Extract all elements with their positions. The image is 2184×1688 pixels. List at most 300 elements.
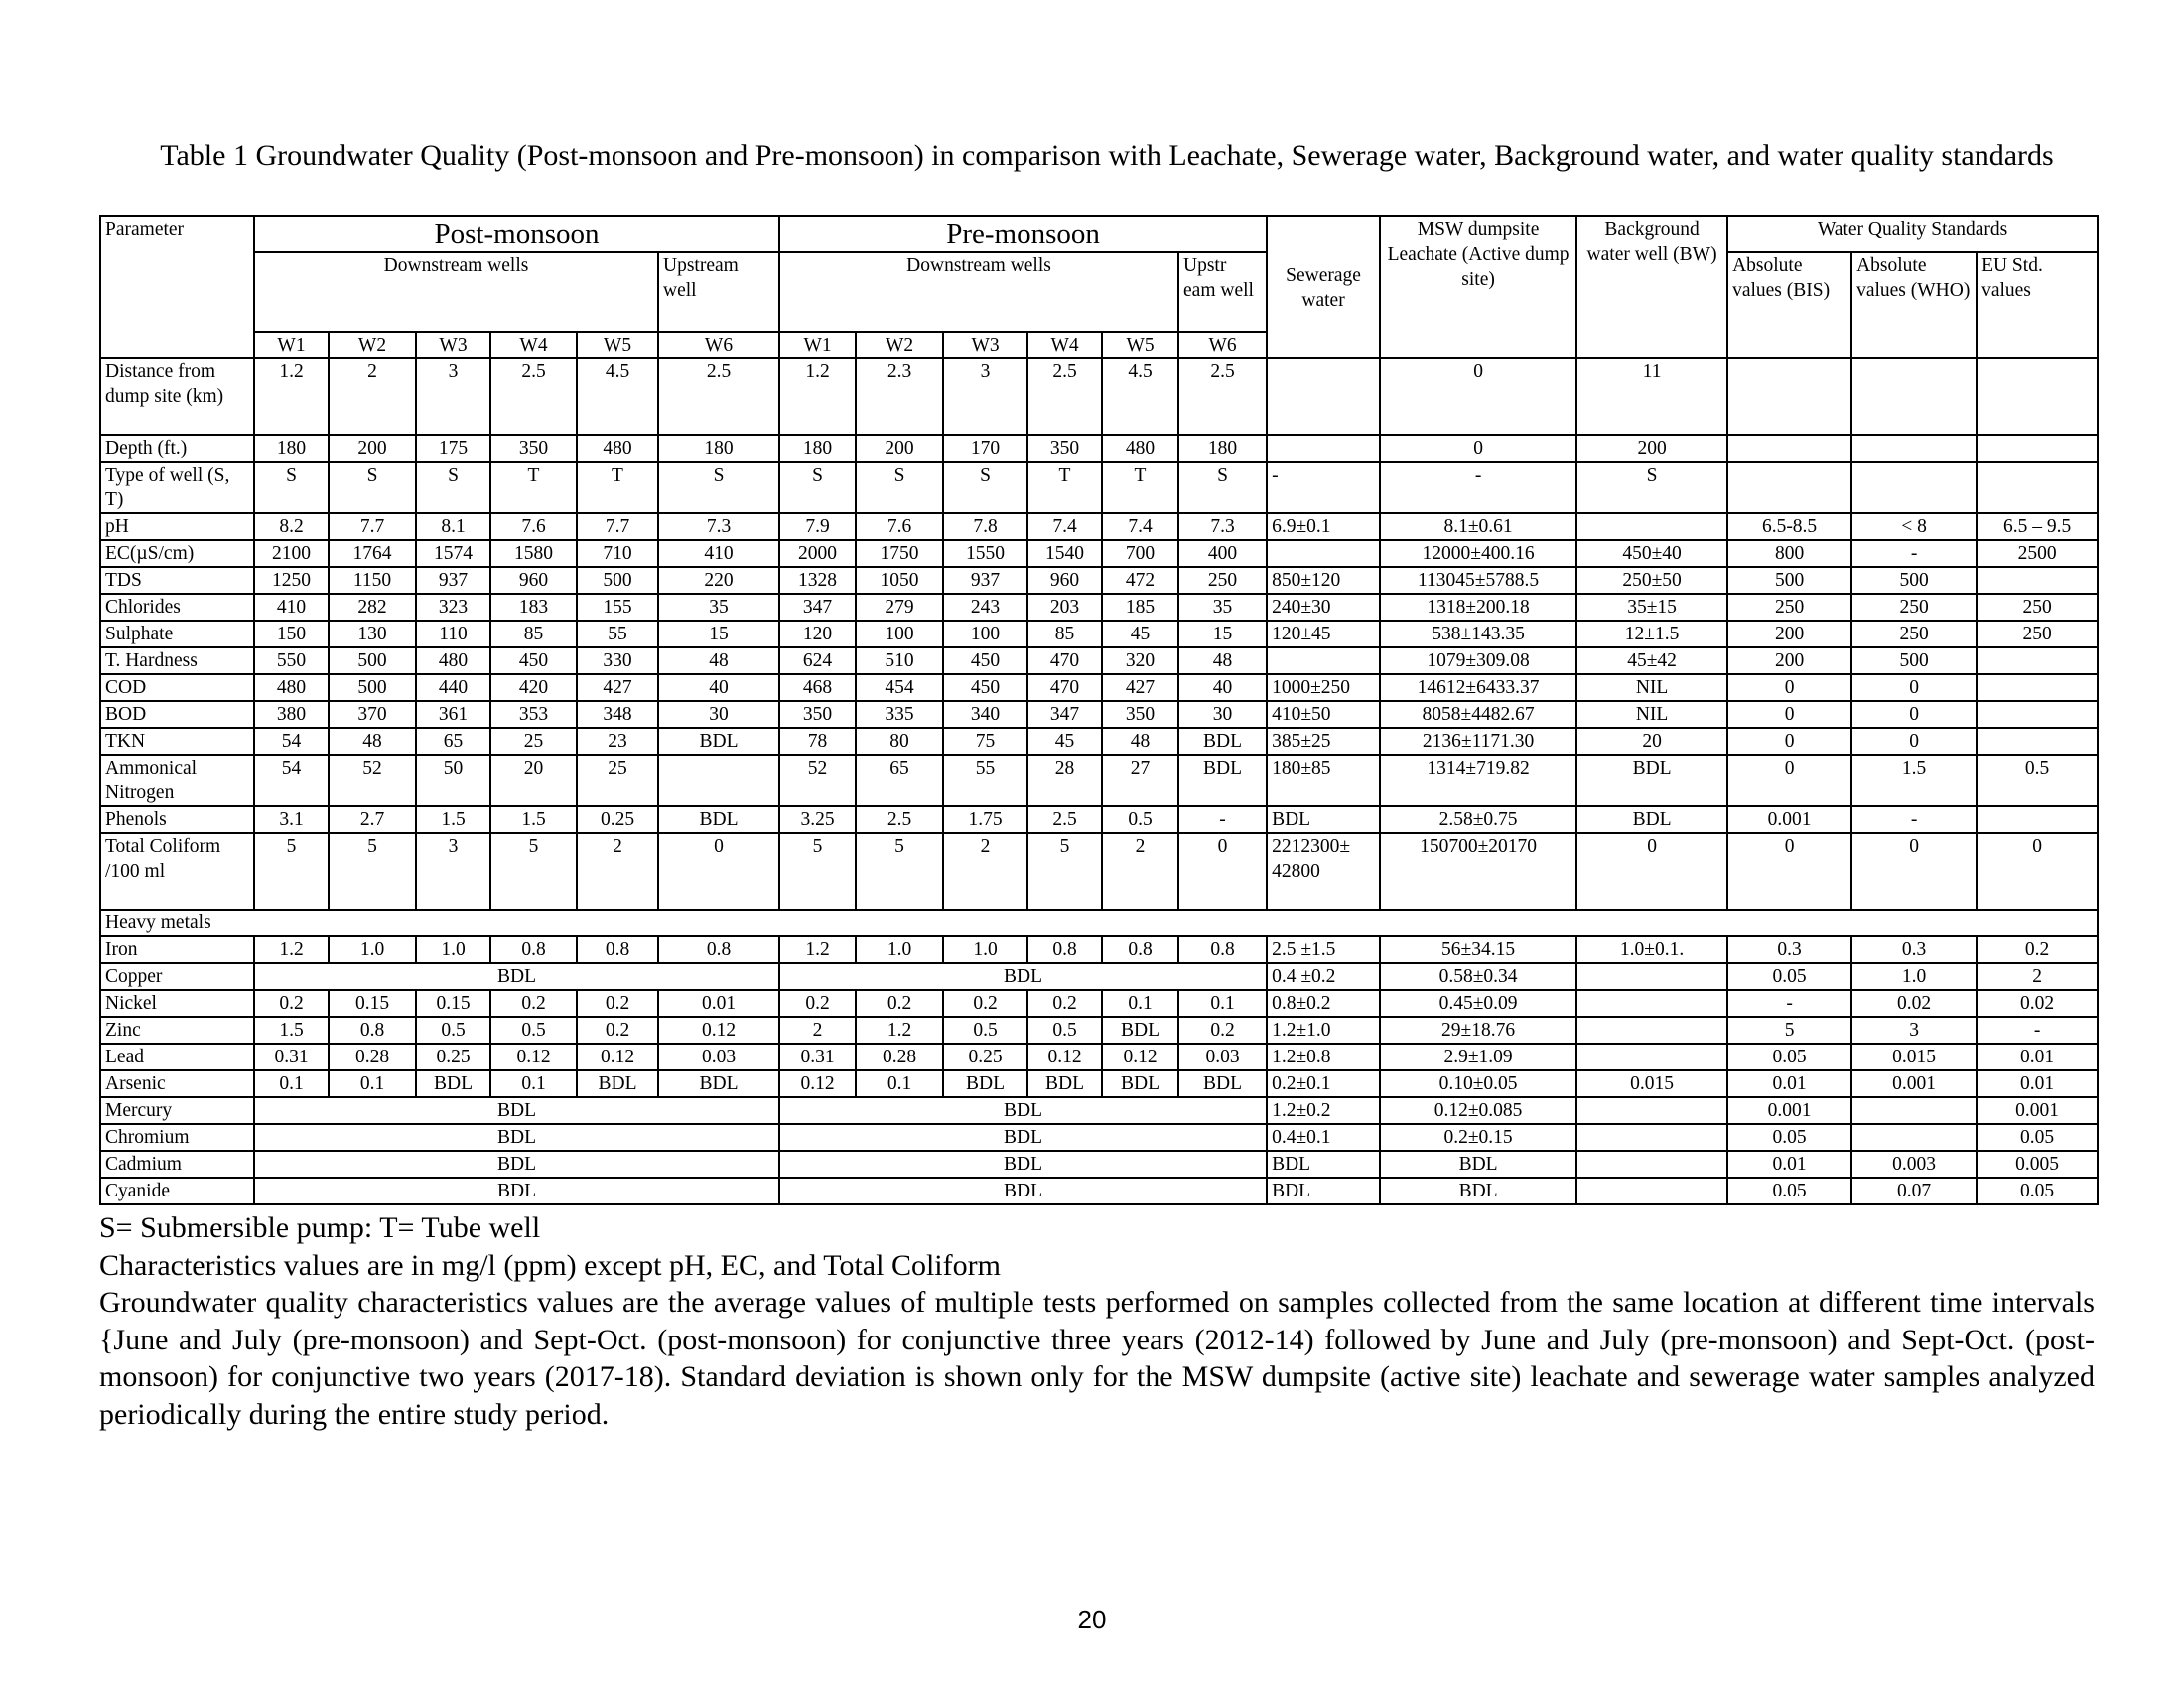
value-cell: 450±40 (1576, 540, 1727, 567)
value-cell: 130 (329, 621, 416, 647)
value-cell: 0.2 (1027, 990, 1102, 1017)
value-cell: 250 (1977, 621, 2098, 647)
value-cell: 1000±250 (1267, 674, 1380, 701)
value-cell: 0.8 (1027, 936, 1102, 963)
value-cell: 3.1 (254, 806, 329, 833)
value-cell: 1318±200.18 (1380, 594, 1576, 621)
value-cell: 0.8 (577, 936, 658, 963)
table-notes (99, 1209, 2095, 1433)
value-cell (1576, 963, 1727, 990)
value-cell: 150 (254, 621, 329, 647)
table-row (100, 990, 2098, 1017)
post-downstream-header: Downstream wells (254, 252, 658, 332)
value-cell: 0 (1727, 833, 1851, 910)
value-cell: 200 (329, 435, 416, 462)
value-cell: 2212300± 42800 (1267, 833, 1380, 910)
value-cell: S (856, 462, 943, 513)
value-cell: 100 (943, 621, 1027, 647)
value-cell: 800 (1727, 540, 1851, 567)
well-header-w6: W6 (658, 332, 779, 358)
value-cell: 200 (1576, 435, 1727, 462)
parameter-header: Parameter (100, 216, 254, 358)
value-cell: 0.02 (1851, 990, 1977, 1017)
value-cell (1576, 513, 1727, 540)
value-cell: 370 (329, 701, 416, 728)
parameter-name: EC(µS/cm) (100, 540, 254, 567)
value-cell: 52 (329, 755, 416, 806)
value-cell: 55 (577, 621, 658, 647)
value-cell: 20 (490, 755, 577, 806)
value-cell: BDL (1267, 806, 1380, 833)
value-cell: NIL (1576, 701, 1727, 728)
value-cell: 350 (1102, 701, 1178, 728)
value-cell: 0 (1727, 728, 1851, 755)
value-cell: 200 (1727, 621, 1851, 647)
value-cell: 348 (577, 701, 658, 728)
well-header-w5: W5 (1102, 332, 1178, 358)
value-cell: 0.1 (1178, 990, 1267, 1017)
value-cell: 52 (779, 755, 856, 806)
value-cell: 0.001 (1977, 1097, 2098, 1124)
value-cell: - (1267, 462, 1380, 513)
value-cell: 624 (779, 647, 856, 674)
value-cell: 250 (1727, 594, 1851, 621)
value-cell: 3 (416, 833, 490, 910)
value-cell: S (329, 462, 416, 513)
value-cell: 1750 (856, 540, 943, 567)
value-cell: - (1851, 540, 1977, 567)
value-cell (658, 755, 779, 806)
value-cell: S (254, 462, 329, 513)
value-cell: 1150 (329, 567, 416, 594)
value-cell: 2.58±0.75 (1380, 806, 1576, 833)
value-cell: 35 (658, 594, 779, 621)
value-cell: 120±45 (1267, 621, 1380, 647)
post-upstream-header: Upstream well (658, 252, 779, 332)
groundwater-quality-table (99, 215, 2099, 1205)
parameter-name: Lead (100, 1044, 254, 1070)
value-cell: 30 (658, 701, 779, 728)
value-cell: 347 (1027, 701, 1102, 728)
value-cell: 0 (1977, 833, 2098, 910)
value-cell (1977, 567, 2098, 594)
table-row (100, 513, 2098, 540)
value-cell: 0 (1178, 833, 1267, 910)
value-cell: 0.2 (1178, 1017, 1267, 1044)
value-cell: 0.5 (1102, 806, 1178, 833)
post-monsoon-merged-value: BDL (254, 1124, 779, 1151)
value-cell: 0.5 (1027, 1017, 1102, 1044)
value-cell: 180 (254, 435, 329, 462)
table-row (100, 1124, 2098, 1151)
value-cell: 0.1 (1102, 990, 1178, 1017)
value-cell (1267, 358, 1380, 435)
value-cell: 45 (1102, 621, 1178, 647)
value-cell: 0.8±0.2 (1267, 990, 1380, 1017)
value-cell: 2 (943, 833, 1027, 910)
value-cell: 0 (1851, 728, 1977, 755)
value-cell: 2 (329, 358, 416, 435)
value-cell: 279 (856, 594, 943, 621)
parameter-name: Mercury (100, 1097, 254, 1124)
value-cell: 25 (490, 728, 577, 755)
well-header-w2: W2 (856, 332, 943, 358)
value-cell: 1.0 (1851, 963, 1977, 990)
value-cell: 220 (658, 567, 779, 594)
table-row (100, 647, 2098, 674)
parameter-name: Total Coliform /100 ml (100, 833, 254, 910)
note-well-type: S= Submersible pump: T= Tube well (99, 1211, 541, 1244)
value-cell: 185 (1102, 594, 1178, 621)
value-cell: BDL (1178, 755, 1267, 806)
value-cell: 2.5 (1027, 358, 1102, 435)
post-monsoon-merged-value: BDL (254, 1097, 779, 1124)
value-cell: S (416, 462, 490, 513)
value-cell: 0.01 (1977, 1070, 2098, 1097)
table-row (100, 1178, 2098, 1204)
value-cell (1977, 462, 2098, 513)
value-cell: 56±34.15 (1380, 936, 1576, 963)
value-cell: 350 (1027, 435, 1102, 462)
value-cell: NIL (1576, 674, 1727, 701)
value-cell: 2.5 (490, 358, 577, 435)
value-cell: 1.5 (1851, 755, 1977, 806)
value-cell: 0.02 (1977, 990, 2098, 1017)
table-row (100, 936, 2098, 963)
parameter-name: Zinc (100, 1017, 254, 1044)
value-cell: 7.4 (1102, 513, 1178, 540)
table-row (100, 1097, 2098, 1124)
value-cell: 5 (856, 833, 943, 910)
value-cell: 55 (943, 755, 1027, 806)
value-cell: 1.5 (254, 1017, 329, 1044)
value-cell: 1540 (1027, 540, 1102, 567)
value-cell: 0.2 (943, 990, 1027, 1017)
value-cell (1727, 358, 1851, 435)
value-cell: 1.0 (329, 936, 416, 963)
parameter-name: Type of well (S, T) (100, 462, 254, 513)
value-cell: 65 (416, 728, 490, 755)
well-header-w1: W1 (254, 332, 329, 358)
value-cell: S (779, 462, 856, 513)
table-row (100, 1017, 2098, 1044)
value-cell: 0.2 (577, 990, 658, 1017)
value-cell: 2136±1171.30 (1380, 728, 1576, 755)
value-cell: 353 (490, 701, 577, 728)
value-cell: 1328 (779, 567, 856, 594)
value-cell: 250±50 (1576, 567, 1727, 594)
value-cell: 410 (254, 594, 329, 621)
value-cell: 65 (856, 755, 943, 806)
value-cell (1576, 1124, 1727, 1151)
value-cell: 410±50 (1267, 701, 1380, 728)
value-cell: 0 (658, 833, 779, 910)
value-cell: 5 (254, 833, 329, 910)
value-cell: 0.01 (658, 990, 779, 1017)
value-cell: 0 (1380, 435, 1576, 462)
value-cell: S (1178, 462, 1267, 513)
value-cell: 2.9±1.09 (1380, 1044, 1576, 1070)
value-cell: 7.6 (490, 513, 577, 540)
standards-header: Water Quality Standards (1727, 216, 2098, 252)
value-cell: 48 (1178, 647, 1267, 674)
value-cell: 8.2 (254, 513, 329, 540)
value-cell: 0.2 (856, 990, 943, 1017)
value-cell: 2 (779, 1017, 856, 1044)
value-cell: 12±1.5 (1576, 621, 1727, 647)
parameter-name: pH (100, 513, 254, 540)
value-cell: 330 (577, 647, 658, 674)
value-cell: 75 (943, 728, 1027, 755)
value-cell: 0.15 (416, 990, 490, 1017)
value-cell: 0 (1851, 833, 1977, 910)
value-cell: 250 (1178, 567, 1267, 594)
value-cell: 48 (1102, 728, 1178, 755)
value-cell: 0.28 (856, 1044, 943, 1070)
value-cell: 450 (943, 674, 1027, 701)
value-cell: 4.5 (1102, 358, 1178, 435)
value-cell: 960 (1027, 567, 1102, 594)
value-cell: BDL (1178, 1070, 1267, 1097)
value-cell: 850±120 (1267, 567, 1380, 594)
value-cell: 3 (943, 358, 1027, 435)
value-cell: 410 (658, 540, 779, 567)
value-cell: < 8 (1851, 513, 1977, 540)
value-cell: 5 (779, 833, 856, 910)
parameter-name: T. Hardness (100, 647, 254, 674)
value-cell: 0.003 (1851, 1151, 1977, 1178)
note-units: Characteristics values are in mg/l (ppm) except pH, EC, and Total Coliform (99, 1248, 1001, 1282)
value-cell: 937 (416, 567, 490, 594)
value-cell: 440 (416, 674, 490, 701)
table-row (100, 540, 2098, 567)
value-cell: 3 (416, 358, 490, 435)
value-cell: 8058±4482.67 (1380, 701, 1576, 728)
value-cell: 0.2 (254, 990, 329, 1017)
value-cell: 0.8 (329, 1017, 416, 1044)
value-cell: 243 (943, 594, 1027, 621)
value-cell: 2000 (779, 540, 856, 567)
value-cell: BDL (1178, 728, 1267, 755)
value-cell: 0.12 (1027, 1044, 1102, 1070)
value-cell: 5 (490, 833, 577, 910)
value-cell: 1079±309.08 (1380, 647, 1576, 674)
value-cell: 470 (1027, 674, 1102, 701)
value-cell: 54 (254, 728, 329, 755)
value-cell: 937 (943, 567, 1027, 594)
value-cell: 1.2 (856, 1017, 943, 1044)
value-cell: 0.25 (416, 1044, 490, 1070)
value-cell: 480 (416, 647, 490, 674)
value-cell (1267, 540, 1380, 567)
post-monsoon-merged-value: BDL (254, 1178, 779, 1204)
value-cell: 0.2 (577, 1017, 658, 1044)
parameter-name: Cyanide (100, 1178, 254, 1204)
value-cell: 14612±6433.37 (1380, 674, 1576, 701)
who-header: Absolute values (WHO) (1851, 252, 1977, 358)
value-cell: 1.0 (416, 936, 490, 963)
value-cell: 1.0±0.1. (1576, 936, 1727, 963)
value-cell: 0.15 (329, 990, 416, 1017)
value-cell: BDL (943, 1070, 1027, 1097)
value-cell: 0.05 (1727, 1044, 1851, 1070)
value-cell: 35±15 (1576, 594, 1727, 621)
value-cell: 203 (1027, 594, 1102, 621)
value-cell: BDL (1576, 755, 1727, 806)
value-cell: 480 (577, 435, 658, 462)
value-cell: 454 (856, 674, 943, 701)
value-cell: 28 (1027, 755, 1102, 806)
well-header-w1: W1 (779, 332, 856, 358)
value-cell: 200 (856, 435, 943, 462)
value-cell: 0.05 (1977, 1124, 2098, 1151)
value-cell: 350 (490, 435, 577, 462)
parameter-name: Iron (100, 936, 254, 963)
value-cell: 1250 (254, 567, 329, 594)
value-cell: 15 (1178, 621, 1267, 647)
value-cell: 450 (490, 647, 577, 674)
value-cell: 1.0 (856, 936, 943, 963)
value-cell: 0.28 (329, 1044, 416, 1070)
table-row (100, 435, 2098, 462)
value-cell (1576, 1178, 1727, 1204)
value-cell: 0.3 (1727, 936, 1851, 963)
parameter-name: Cadmium (100, 1151, 254, 1178)
pre-monsoon-merged-value: BDL (779, 1097, 1267, 1124)
pre-monsoon-merged-value: BDL (779, 963, 1267, 990)
value-cell: BDL (1267, 1151, 1380, 1178)
note-methodology: Groundwater quality characteristics values are the average values of multiple tests performed on samples collected from the same location at different time intervals {June and July (pre-monsoon) and Sept-Oct. (post-monsoon) for conjunctive three years (2012-14) followed by June and July (pre-monsoon) and Sept-Oct. (post-monsoon) for conjunctive two years (2017-18). Standard deviation is shown only for the MSW dumpsite (active site) leachate and sewerage water samples analyzed periodically during the entire study period. (99, 1286, 2095, 1431)
value-cell: 1.2±1.0 (1267, 1017, 1380, 1044)
value-cell: 2.5 ±1.5 (1267, 936, 1380, 963)
value-cell: 0.2±0.1 (1267, 1070, 1380, 1097)
table-row (100, 567, 2098, 594)
value-cell: 2 (1977, 963, 2098, 990)
value-cell: 2.5 (1178, 358, 1267, 435)
value-cell: 320 (1102, 647, 1178, 674)
value-cell: 0.1 (856, 1070, 943, 1097)
value-cell: 427 (1102, 674, 1178, 701)
table-row (100, 1151, 2098, 1178)
value-cell: 2 (1102, 833, 1178, 910)
value-cell: 450 (943, 647, 1027, 674)
value-cell (1977, 806, 2098, 833)
value-cell: 385±25 (1267, 728, 1380, 755)
value-cell (1851, 358, 1977, 435)
table-row (100, 701, 2098, 728)
post-monsoon-header: Post-monsoon (254, 216, 779, 252)
value-cell: 960 (490, 567, 577, 594)
pre-monsoon-merged-value: BDL (779, 1124, 1267, 1151)
table-row (100, 806, 2098, 833)
value-cell: 0.015 (1576, 1070, 1727, 1097)
value-cell: 0.12 (577, 1044, 658, 1070)
value-cell: 0.4±0.1 (1267, 1124, 1380, 1151)
value-cell: 0.1 (490, 1070, 577, 1097)
value-cell: 0.31 (779, 1044, 856, 1070)
value-cell: 1764 (329, 540, 416, 567)
value-cell: 350 (779, 701, 856, 728)
well-header-w4: W4 (1027, 332, 1102, 358)
value-cell: 7.4 (1027, 513, 1102, 540)
value-cell: 40 (658, 674, 779, 701)
value-cell: BDL (658, 806, 779, 833)
value-cell: 78 (779, 728, 856, 755)
value-cell: T (577, 462, 658, 513)
value-cell: 110 (416, 621, 490, 647)
value-cell: 7.8 (943, 513, 1027, 540)
value-cell: 2.3 (856, 358, 943, 435)
table-row (100, 1070, 2098, 1097)
value-cell (1977, 701, 2098, 728)
parameter-name: Nickel (100, 990, 254, 1017)
value-cell: 0.05 (1727, 1178, 1851, 1204)
value-cell: BDL (1102, 1070, 1178, 1097)
value-cell: 40 (1178, 674, 1267, 701)
value-cell: 0.8 (658, 936, 779, 963)
value-cell: 2.5 (1027, 806, 1102, 833)
value-cell: 0.5 (490, 1017, 577, 1044)
value-cell: 500 (329, 674, 416, 701)
value-cell: 0.03 (658, 1044, 779, 1070)
value-cell: BDL (658, 1070, 779, 1097)
table-row (100, 594, 2098, 621)
pre-monsoon-merged-value: BDL (779, 1178, 1267, 1204)
pre-monsoon-header: Pre-monsoon (779, 216, 1267, 252)
value-cell: 0.5 (943, 1017, 1027, 1044)
value-cell: T (1027, 462, 1102, 513)
value-cell: 35 (1178, 594, 1267, 621)
eu-header: EU Std. values (1977, 252, 2098, 358)
value-cell: 48 (658, 647, 779, 674)
value-cell: 1.2 (779, 936, 856, 963)
value-cell (1977, 728, 2098, 755)
parameter-name: Distance from dump site (km) (100, 358, 254, 435)
parameter-name: Ammonical Nitrogen (100, 755, 254, 806)
value-cell: 50 (416, 755, 490, 806)
value-cell: 0.3 (1851, 936, 1977, 963)
value-cell: 0.05 (1977, 1178, 2098, 1204)
parameter-name: TKN (100, 728, 254, 755)
value-cell: 250 (1977, 594, 2098, 621)
value-cell: 0 (1576, 833, 1727, 910)
value-cell: 2.5 (658, 358, 779, 435)
value-cell: 1580 (490, 540, 577, 567)
value-cell: BDL (577, 1070, 658, 1097)
value-cell: 538±143.35 (1380, 621, 1576, 647)
value-cell: 1550 (943, 540, 1027, 567)
value-cell: S (943, 462, 1027, 513)
value-cell: BDL (658, 728, 779, 755)
value-cell: 155 (577, 594, 658, 621)
value-cell: 1.2±0.8 (1267, 1044, 1380, 1070)
value-cell: 0.25 (943, 1044, 1027, 1070)
value-cell (1977, 435, 2098, 462)
value-cell: 6.5-8.5 (1727, 513, 1851, 540)
value-cell: 7.9 (779, 513, 856, 540)
value-cell: 8.1 (416, 513, 490, 540)
value-cell (1267, 647, 1380, 674)
value-cell: 175 (416, 435, 490, 462)
value-cell: 25 (577, 755, 658, 806)
value-cell: 361 (416, 701, 490, 728)
value-cell: 0.12 (490, 1044, 577, 1070)
value-cell: 0.12 (1102, 1044, 1178, 1070)
parameter-name: TDS (100, 567, 254, 594)
parameter-name: Copper (100, 963, 254, 990)
value-cell (1727, 435, 1851, 462)
value-cell: 23 (577, 728, 658, 755)
